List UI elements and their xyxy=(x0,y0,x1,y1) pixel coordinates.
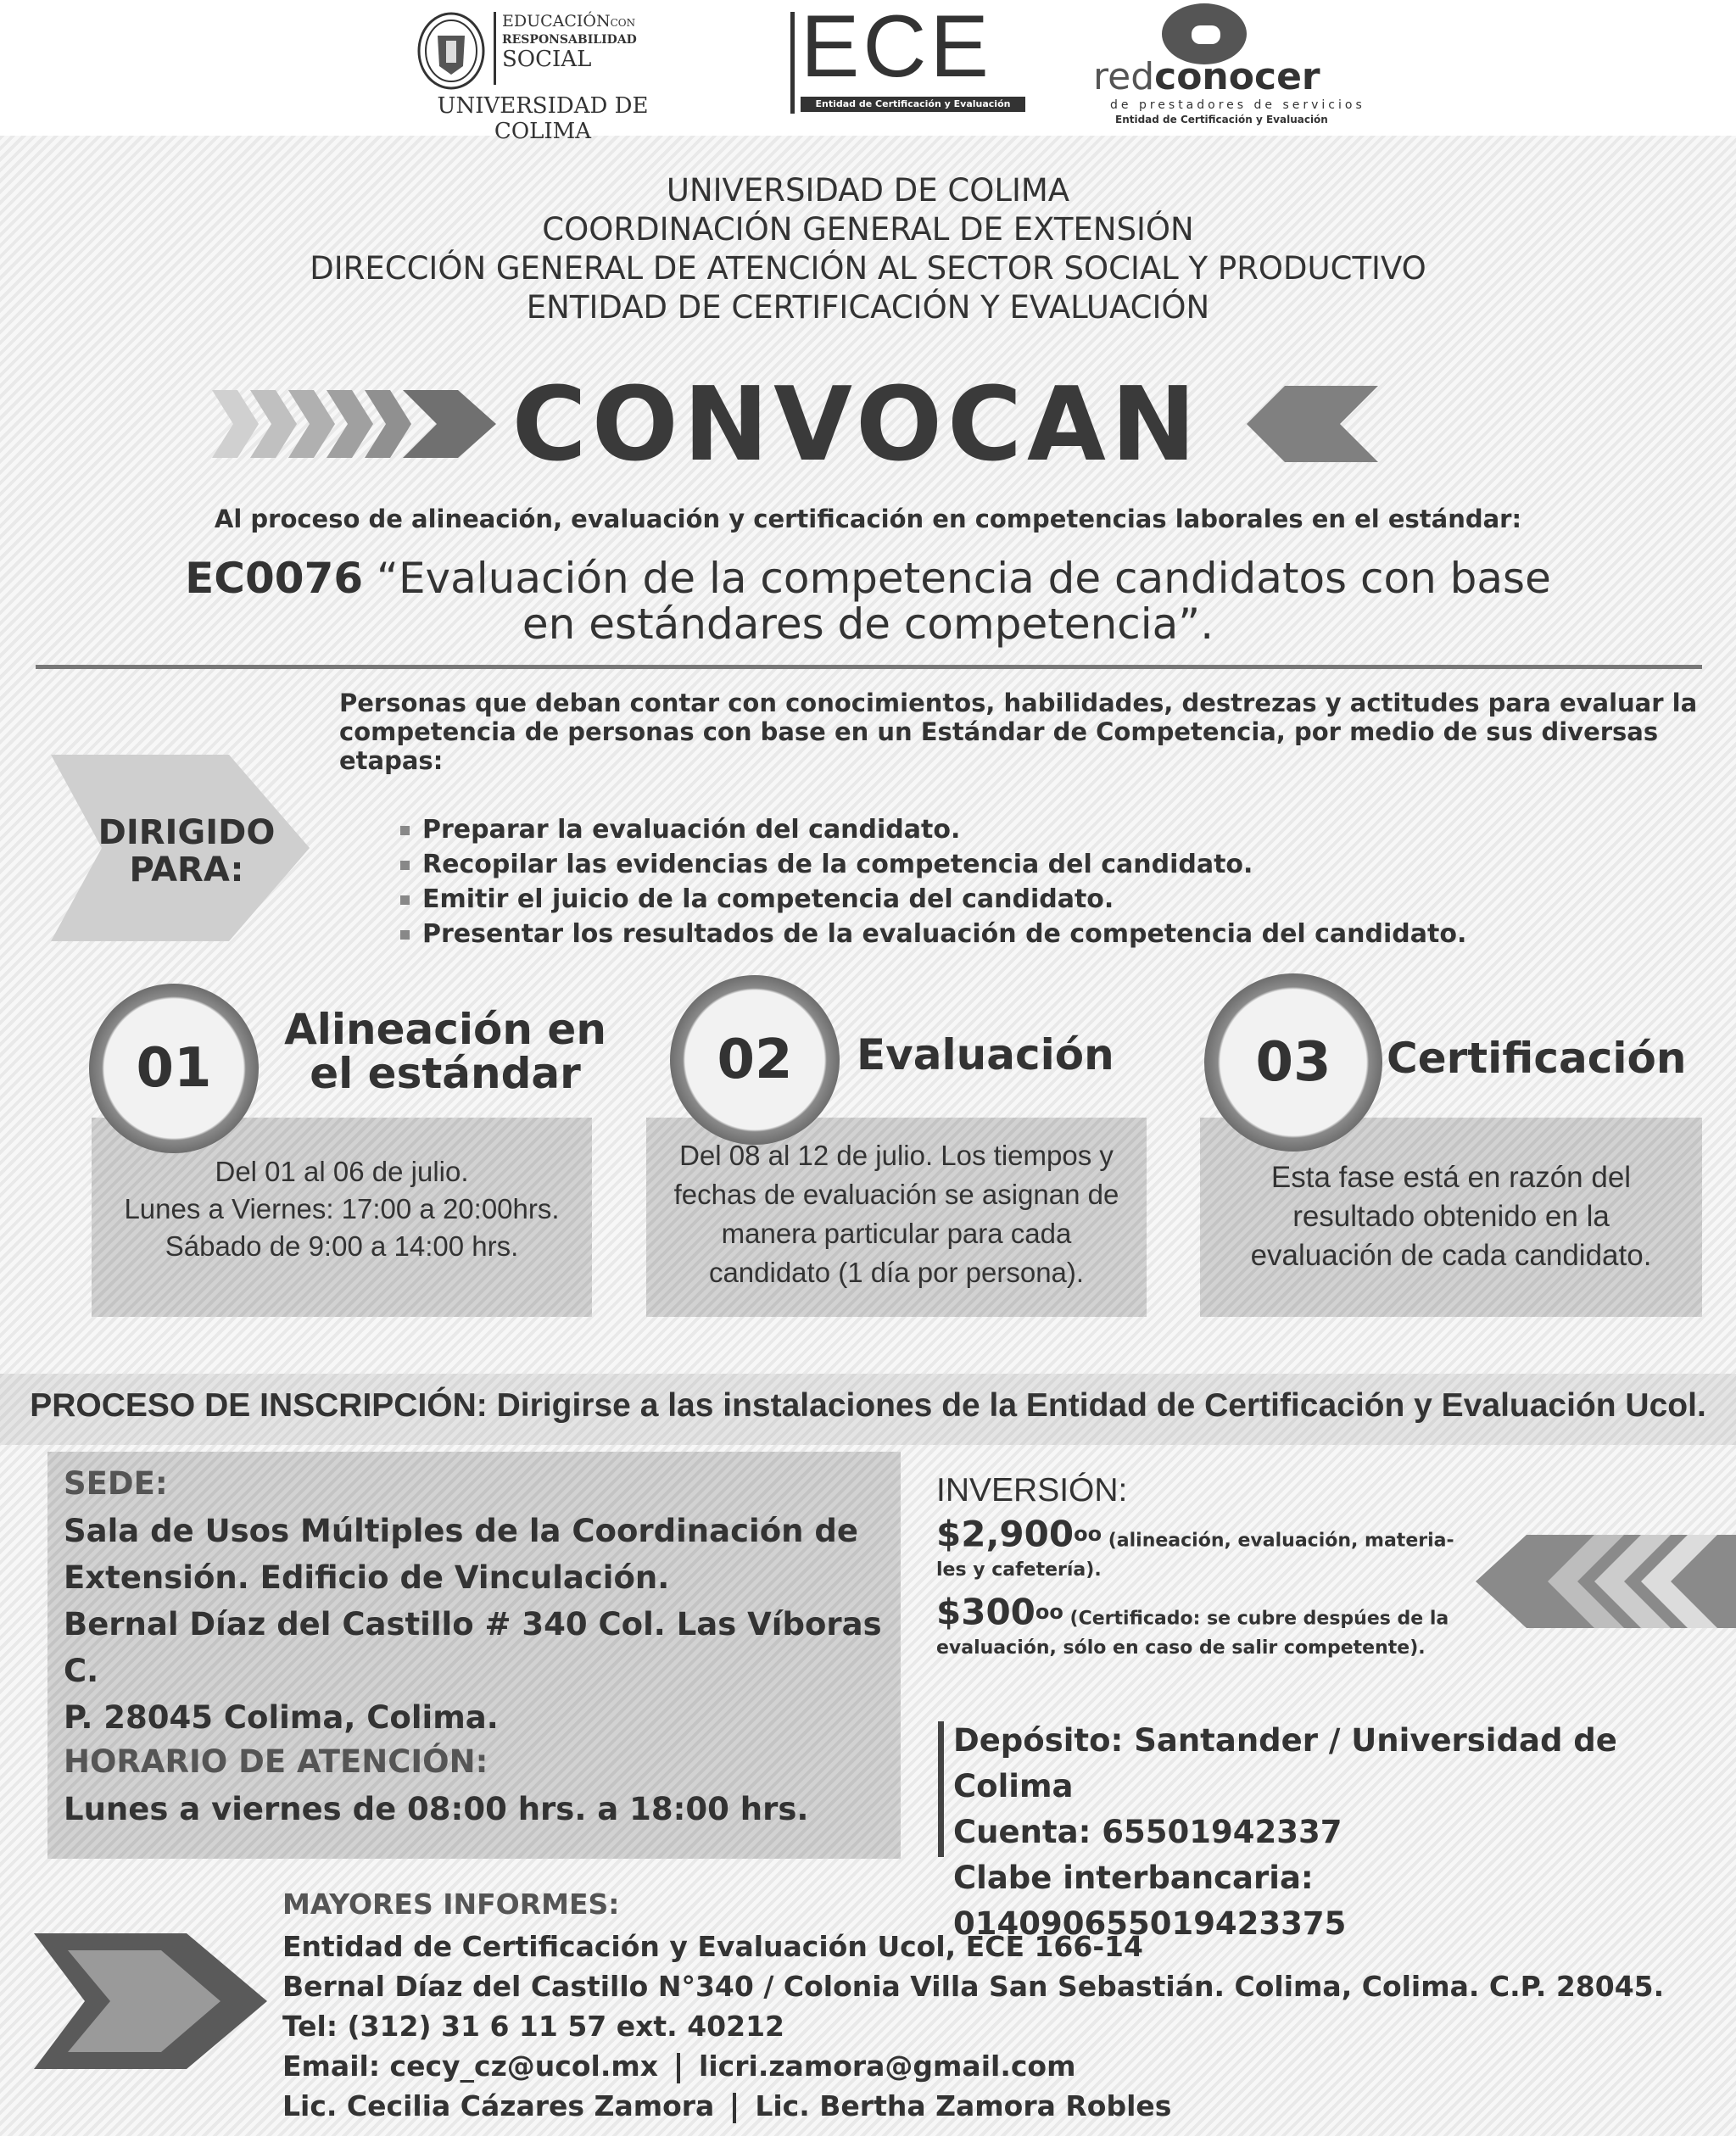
price2-note2: evaluación, sólo en caso de salir competente). xyxy=(936,1637,1426,1659)
phase-1-line: Lunes a Viernes: 17:00 a 20:00hrs. xyxy=(124,1193,560,1224)
udc-seal-icon xyxy=(416,10,487,92)
sede-line: Bernal Díaz del Castillo # 340 Col. Las Víboras C. xyxy=(64,1606,882,1689)
ece-logo-text: ECE xyxy=(801,0,992,96)
deposito-block xyxy=(953,1718,1716,1947)
phase-2-line: Del 08 al 12 de julio. Los tiempos y xyxy=(679,1140,1114,1171)
informes-email2[interactable]: licri.zamora@gmail.com xyxy=(699,2050,1076,2083)
informes-line2: Bernal Díaz del Castillo N°340 / Colonia Villa San Sebastián. Colima, Colima. C.P. 28045. xyxy=(282,1970,1665,2003)
standard-title xyxy=(0,555,1736,647)
phase-2-line: manera particular para cada xyxy=(721,1218,1072,1249)
redconocer-sub2: Entidad de Certificación y Evaluación xyxy=(1115,114,1328,125)
price1-note2: les y cafetería). xyxy=(936,1559,1102,1581)
phase-3-title xyxy=(1387,1034,1709,1083)
horario-text: Lunes a viernes de 08:00 hrs. a 18:00 hrs. xyxy=(64,1791,809,1827)
redconocer-sub1: de prestadores de servicios xyxy=(1110,98,1365,112)
price1-amount: $2,900 xyxy=(936,1513,1075,1555)
phase-3-title-line1: Certificación xyxy=(1387,1034,1687,1083)
udc-logo-responsabilidad: RESPONSABILIDAD xyxy=(502,33,637,47)
phase-2-line: candidato (1 día por persona). xyxy=(708,1257,1085,1288)
phase-2-title xyxy=(857,1030,1145,1079)
phase-3-line: resultado obtenido en la xyxy=(1292,1200,1610,1233)
list-item: Recopilar las evidencias de la competencia del candidato. xyxy=(400,847,1672,882)
list-item: Emitir el juicio de la competencia del candidato. xyxy=(400,882,1672,917)
price2-amount: $300 xyxy=(936,1591,1035,1633)
dirigido-label-line1: DIRIGIDO xyxy=(98,813,276,852)
udc-logo-name: UNIVERSIDAD DE COLIMA xyxy=(437,93,649,144)
header-line3: DIRECCIÓN GENERAL DE ATENCIÓN AL SECTOR SOCIAL Y PRODUCTIVO xyxy=(310,250,1426,287)
list-item: Preparar la evaluación del candidato. xyxy=(400,812,1672,847)
header-line2: COORDINACIÓN GENERAL DE EXTENSIÓN xyxy=(542,211,1194,248)
phase-1-text xyxy=(92,1153,592,1265)
sede-line: P. 28045 Colima, Colima. xyxy=(64,1699,499,1736)
standard-code: EC0076 xyxy=(185,554,364,603)
deposito-line1: Depósito: Santander / Universidad de Colima xyxy=(953,1722,1617,1804)
phase-2-text xyxy=(646,1136,1147,1292)
deposito-bar xyxy=(938,1721,944,1857)
informes-line1: Entidad de Certificación y Evaluación Ucol, ECE 166-14 xyxy=(282,1930,1143,1963)
deposito-line3: Clabe interbancaria: 014090655019423375 xyxy=(953,1860,1347,1942)
informes-email1[interactable]: Email: cecy_cz@ucol.mx xyxy=(282,2050,659,2083)
sede-address xyxy=(64,1508,903,1741)
price2-sup: oo xyxy=(1035,1600,1063,1624)
phase-1-title xyxy=(271,1007,619,1096)
divider-line xyxy=(36,665,1702,669)
redconocer-logo xyxy=(1090,0,1370,131)
phase-1-line: Sábado de 9:00 a 14:00 hrs. xyxy=(165,1230,519,1262)
inversion-price2 xyxy=(936,1591,1513,1664)
separator-bar xyxy=(677,2053,680,2083)
ece-logo xyxy=(790,0,1036,118)
inversion-label: INVERSIÓN: xyxy=(936,1472,1128,1509)
phase-3-circle xyxy=(1204,973,1382,1152)
phase-1-line: Del 01 al 06 de julio. xyxy=(215,1156,469,1187)
inversion-price1 xyxy=(936,1513,1496,1586)
phase-1-circle xyxy=(89,984,259,1153)
phase-3-number: 03 xyxy=(1255,1031,1331,1094)
informes-name2: Lic. Bertha Zamora Robles xyxy=(755,2089,1172,2122)
dirigido-label xyxy=(85,814,288,889)
deposito-line2: Cuenta: 65501942337 xyxy=(953,1814,1342,1850)
right-arrow-icon xyxy=(1238,373,1382,475)
inscripcion-detail: Dirigirse a las instalaciones de la Entidad de Certificación y Evaluación Ucol. xyxy=(487,1387,1706,1424)
convocan-title: CONVOCAN xyxy=(511,366,1202,484)
informes-label: MAYORES INFORMES: xyxy=(282,1888,620,1921)
phase-1-number: 01 xyxy=(136,1037,212,1100)
phase-3-line: Esta fase está en razón del xyxy=(1270,1161,1632,1194)
phase-3-text xyxy=(1200,1158,1702,1275)
dirigido-list xyxy=(400,812,1672,951)
inscripcion-text xyxy=(0,1387,1736,1425)
phase-2-line: fechas de evaluación se asignan de xyxy=(673,1179,1119,1210)
udc-logo-educacion: EDUCACIÓN xyxy=(502,12,611,31)
price1-sup: oo xyxy=(1074,1522,1102,1546)
header-line4: ENTIDAD DE CERTIFICACIÓN Y EVALUACIÓN xyxy=(526,289,1210,326)
list-item: Presentar los resultados de la evaluación de competencia del candidato. xyxy=(400,917,1672,951)
informes-line3: Tel: (312) 31 6 11 57 ext. 40212 xyxy=(282,2010,785,2043)
dirigido-description: Personas que deban contar con conocimientos, habilidades, destrezas y actitudes para evaluar la competencia de personas con base en un Estándar de Competencia, por medio de sus diversas etapas: xyxy=(339,689,1698,775)
header-block xyxy=(0,171,1736,327)
informes-block xyxy=(282,1927,1724,2126)
inscripcion-label: PROCESO DE INSCRIPCIÓN: xyxy=(30,1387,488,1424)
phase-2-circle xyxy=(670,975,840,1145)
price1-note: (alineación, evaluación, materia- xyxy=(1102,1530,1454,1552)
udc-logo xyxy=(407,8,678,144)
redconocer-conocer: conocer xyxy=(1154,55,1320,98)
udc-logo-con: CON xyxy=(610,17,636,29)
dirigido-label-line2: PARA: xyxy=(129,850,244,890)
ece-logo-subtitle: Entidad de Certificación y Evaluación xyxy=(801,97,1025,112)
standard-title-line2: en estándares de competencia”. xyxy=(522,600,1214,649)
phase-2-title-line1: Evaluación xyxy=(857,1030,1114,1079)
intro-text: Al proceso de alineación, evaluación y certificación en competencias laborales en el estándar: xyxy=(214,505,1522,533)
informes-arrow-icon xyxy=(34,1933,271,2069)
horario-label: HORARIO DE ATENCIÓN: xyxy=(64,1743,488,1780)
phase-1-title-line1: Alineación en xyxy=(284,1005,606,1054)
sede-line: Sala de Usos Múltiples de la Coordinación de xyxy=(64,1513,858,1549)
sede-label: SEDE: xyxy=(64,1465,168,1502)
redconocer-red: red xyxy=(1093,55,1155,98)
header-line1: UNIVERSIDAD DE COLIMA xyxy=(666,172,1070,209)
informes-name1: Lic. Cecilia Cázares Zamora xyxy=(282,2089,715,2122)
phase-2-number: 02 xyxy=(717,1029,793,1091)
left-chevrons-icon xyxy=(212,373,500,475)
phase-3-line: evaluación de cada candidato. xyxy=(1250,1239,1652,1272)
separator-bar xyxy=(733,2093,736,2123)
standard-title-line1: “Evaluación de la competencia de candidatos con base xyxy=(363,554,1551,603)
inversion-arrows-icon xyxy=(1476,1535,1736,1628)
phase-1-title-line2: el estándar xyxy=(310,1049,581,1098)
sede-line: Extensión. Edificio de Vinculación. xyxy=(64,1559,670,1596)
udc-logo-social: SOCIAL xyxy=(502,47,592,72)
price2-note: (Certificado: se cubre despúes de la xyxy=(1063,1608,1449,1630)
